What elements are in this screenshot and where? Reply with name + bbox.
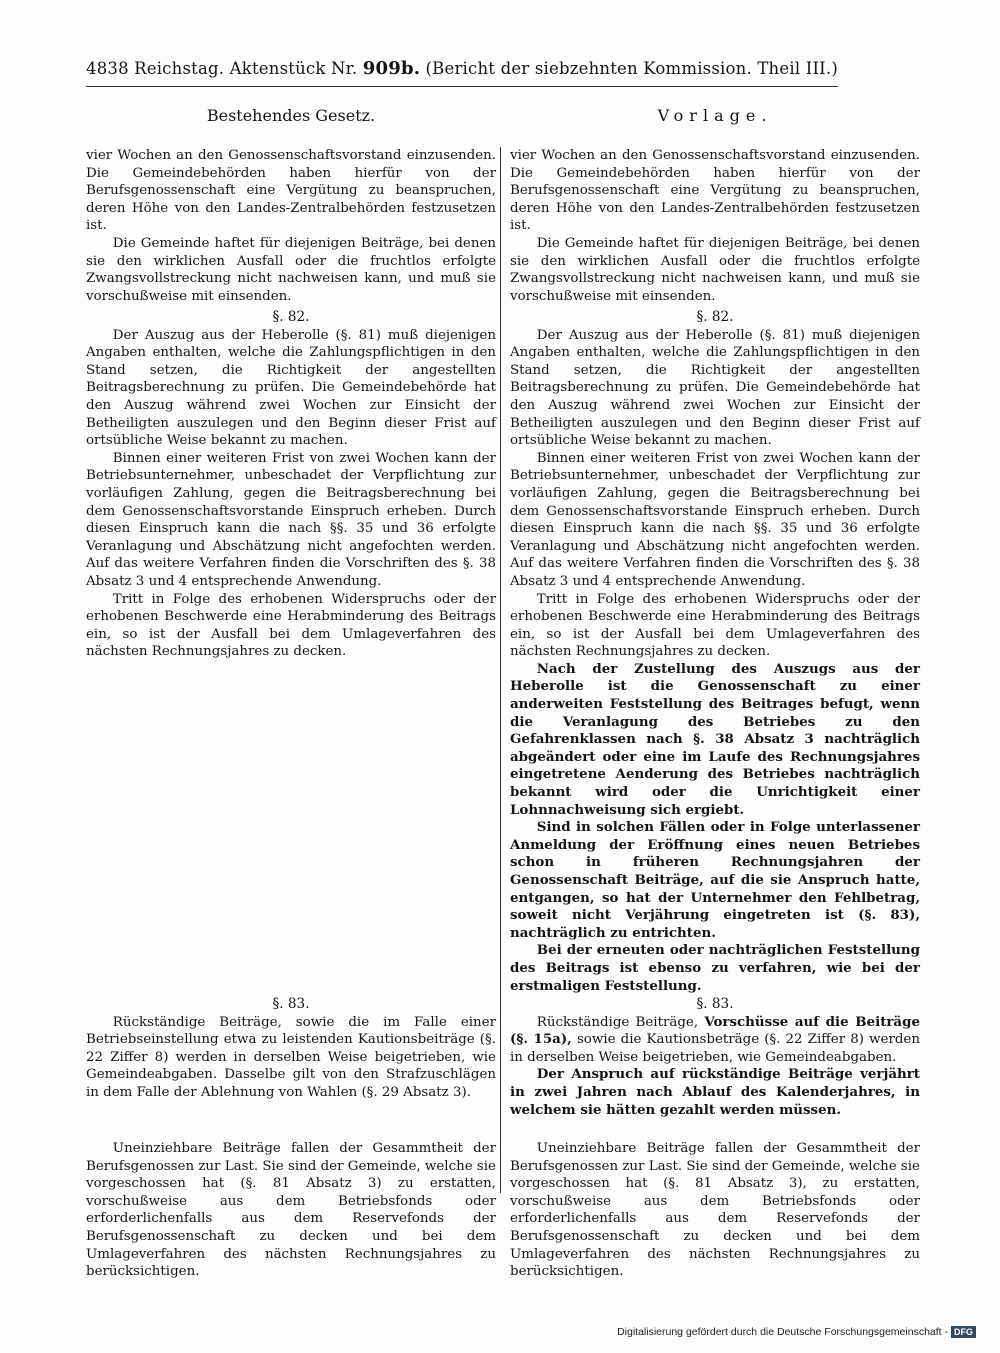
right-section-83-continued — [510, 1140, 920, 1281]
paragraph: Der Auszug aus der Heberolle (§. 81) muß diejenigen Angaben enthalten, welche die Zahlungspflichtigen in den Stand setzen, die Richtigkeit der angestellten Beitragsberechnung zu prüfen. Die Gemeindebehörde hat den Auszug während zwei Wochen zur Einsicht der Betheiligten auszulegen und den Beginn dieser Frist auf ortsübliche Weise bekannt zu machen. — [86, 327, 496, 449]
page-header — [86, 58, 838, 84]
column-divider — [500, 147, 501, 1193]
paragraph: Tritt in Folge des erhobenen Widerspruchs oder der erhobenen Beschwerde eine Herabminderung des Beitrags ein, so ist der Ausfall bei dem Umlageverfahren des nächsten Rechnungsjahres zu decken. — [510, 591, 920, 660]
left-column-heading: Bestehendes Gesetz. — [206, 106, 376, 125]
left-section-83 — [86, 996, 496, 1102]
text-run: Rückständige Beiträge, — [536, 1014, 705, 1030]
header-title-prefix: Reichstag. Aktenstück Nr. — [134, 59, 358, 78]
header-title — [134, 58, 420, 79]
paragraph: Der Auszug aus der Heberolle (§. 81) muß diejenigen Angaben enthalten, welche die Zahlungspflichtigen in den Stand setzen, die Richtigkeit der angestellten Beitragsberechnung zu prüfen. Die Gemeindebehörde hat den Auszug während zwei Wochen zur Einsicht der Betheiligten auszulegen und den Beginn dieser Frist auf ortsübliche Weise bekannt zu machen. — [510, 327, 920, 449]
digitization-credit — [617, 1326, 976, 1338]
paragraph: vier Wochen an den Genossenschaftsvorstand einzusenden. Die Gemeindebehörden haben hierfür von der Berufsgenossenschaft eine Vergütung zu beanspruchen, deren Höhe von den Landes-Zentralbehörden festzusetzen ist. — [86, 148, 496, 234]
section-title: §. 82. — [272, 309, 310, 325]
section-title: §. 83. — [272, 996, 310, 1012]
amendment-text: Vorschüsse auf die Beiträge (§. 15a), — [510, 1013, 920, 1048]
amendment-paragraph: Sind in solchen Fällen oder in Folge unterlassener Anmeldung der Eröffnung eines neuen Betriebes schon in früheren Rechnungsjahren der Genossenschaft Beiträge, auf die sie Anspruch hatte, entgangen, so hat der Unternehmer den Fehlbetrag, soweit nicht Verjährung eingetreten ist (§. 83), nachträglich zu entrichten. — [510, 819, 920, 941]
section-title: §. 83. — [696, 996, 734, 1012]
paragraph: Binnen einer weiteren Frist von zwei Wochen kann der Betriebsunternehmer, unbeschadet der Verpflichtung zur vorläufigen Zahlung, gegen die Beitragsberechnung bei dem Genossenschaftsvorstande Einspruch erheben. Durch diesen Einspruch kann die nach §§. 35 und 36 erfolgte Veranlagung und Abschätzung nicht angefochten werden. Auf das weitere Verfahren finden die Vorschriften des §. 38 Absatz 3 und 4 entsprechende Anwendung. — [510, 450, 920, 589]
header-title-suffix: (Bericht der siebzehnten Kommission. Theil III.) — [425, 59, 838, 78]
amendment-paragraph: Der Anspruch auf rückständige Beiträge verjährt in zwei Jahren nach Ablauf des Kalenderjahres, in welchem sie hätten gezahlt werden müssen. — [510, 1066, 920, 1118]
paragraph — [510, 1014, 920, 1067]
amendment-paragraph: Bei der erneuten oder nachträglichen Feststellung des Beitrags ist ebenso zu verfahren, wie bei der erstmaligen Feststellung. — [510, 942, 920, 994]
paragraph: Die Gemeinde haftet für diejenigen Beiträge, bei denen sie den wirklichen Ausfall oder die fruchtlos erfolgte Zwangsvollstreckung nicht nachweisen kann, und muß sie vorschußweise mit einsenden. — [510, 235, 920, 304]
left-section-83-continued — [86, 1140, 496, 1281]
text-run: sowie die Kautionsbeträge (§. 22 Ziffer 8) werden in derselben Weise beigetrieben, wie Gemeindeabgaben. — [510, 1032, 920, 1065]
right-column-heading: Vorlage. — [657, 106, 773, 125]
dfg-logo: DFG — [951, 1326, 976, 1338]
paragraph: Uneinziehbare Beiträge fallen der Gesammtheit der Berufsgenossen zur Last. Sie sind der Gemeinde, welche sie vorgeschossen hat (§. 81 Absatz 3), zu erstatten, vorschußweise aus dem Betriebsfonds oder erforderlichenfalls aus dem Reservefonds der Berufsgenossenschaft zu decken und bei dem Umlageverfahren des nächsten Rechnungsjahres zu berücksichtigen. — [510, 1141, 920, 1280]
paragraph: Uneinziehbare Beiträge fallen der Gesammtheit der Berufsgenossen zur Last. Sie sind der Gemeinde, welche sie vorgeschossen hat (§. 81 Absatz 3) zu erstatten, vorschußweise aus dem Betriebsfonds oder erforderlichenfalls aus dem Reservefonds der Berufsgenossenschaft zu decken und bei dem Umlageverfahren des nächsten Rechnungsjahres zu berücksichtigen. — [86, 1141, 496, 1280]
paragraph: vier Wochen an den Genossenschaftsvorstand einzusenden. Die Gemeindebehörden haben hierfür von der Berufsgenossenschaft eine Vergütung zu beanspruchen, deren Höhe von den Landes-Zentralbehörden festzusetzen ist. — [510, 148, 920, 234]
page-number: 4838 — [86, 59, 129, 78]
paragraph: Rückständige Beiträge, sowie die im Falle einer Betriebseinstellung etwa zu leistenden Kautionsbeiträge (§. 22 Ziffer 8) werden in derselben Weise beigetrieben, wie Gemeindeabgaben. Dasselbe gilt von den Strafzuschlägen in dem Falle der Ablehnung von Wahlen (§. 29 Absatz 3). — [86, 1014, 496, 1100]
right-block-intro — [510, 147, 920, 305]
document-number: 909b. — [362, 58, 421, 79]
paragraph: Tritt in Folge des erhobenen Widerspruchs oder der erhobenen Beschwerde eine Herabminderung des Beitrags ein, so ist der Ausfall bei dem Umlageverfahren des nächsten Rechnungsjahres zu decken. — [86, 591, 496, 660]
left-section-82 — [86, 309, 496, 661]
paragraph: Die Gemeinde haftet für diejenigen Beiträge, bei denen sie den wirklichen Ausfall oder die fruchtlos erfolgte Zwangsvollstreckung nicht nachweisen kann, und muß sie vorschußweise mit einsenden. — [86, 235, 496, 304]
right-section-82 — [510, 309, 920, 995]
paragraph: Binnen einer weiteren Frist von zwei Wochen kann der Betriebsunternehmer, unbeschadet der Verpflichtung zur vorläufigen Zahlung, gegen die Beitragsberechnung bei dem Genossenschaftsvorstande Einspruch erheben. Durch diesen Einspruch kann die nach §§. 35 und 36 erfolgte Veranlagung und Abschätzung nicht angefochten werden. Auf das weitere Verfahren finden die Vorschriften des §. 38 Absatz 3 und 4 entsprechende Anwendung. — [86, 450, 496, 589]
amendment-paragraph: Nach der Zustellung des Auszugs aus der Heberolle ist die Genossenschaft zu einer anderweiten Feststellung des Beitrages befugt, wenn die Veranlagung des Betriebes zu den Gefahrenklassen nach §. 38 Absatz 3 nachträglich abgeändert oder eine im Laufe des Rechnungsjahres eingetretene Aenderung des Betriebes nachträglich bekannt wird oder die Unrichtigkeit einer Lohnnachweisung sich ergiebt. — [510, 660, 920, 818]
header-divider — [86, 86, 838, 87]
section-title: §. 82. — [696, 309, 734, 325]
credit-text: Digitalisierung gefördert durch die Deutsche Forschungsgemeinschaft - — [617, 1326, 948, 1338]
left-block-intro — [86, 147, 496, 305]
right-section-83 — [510, 996, 920, 1119]
